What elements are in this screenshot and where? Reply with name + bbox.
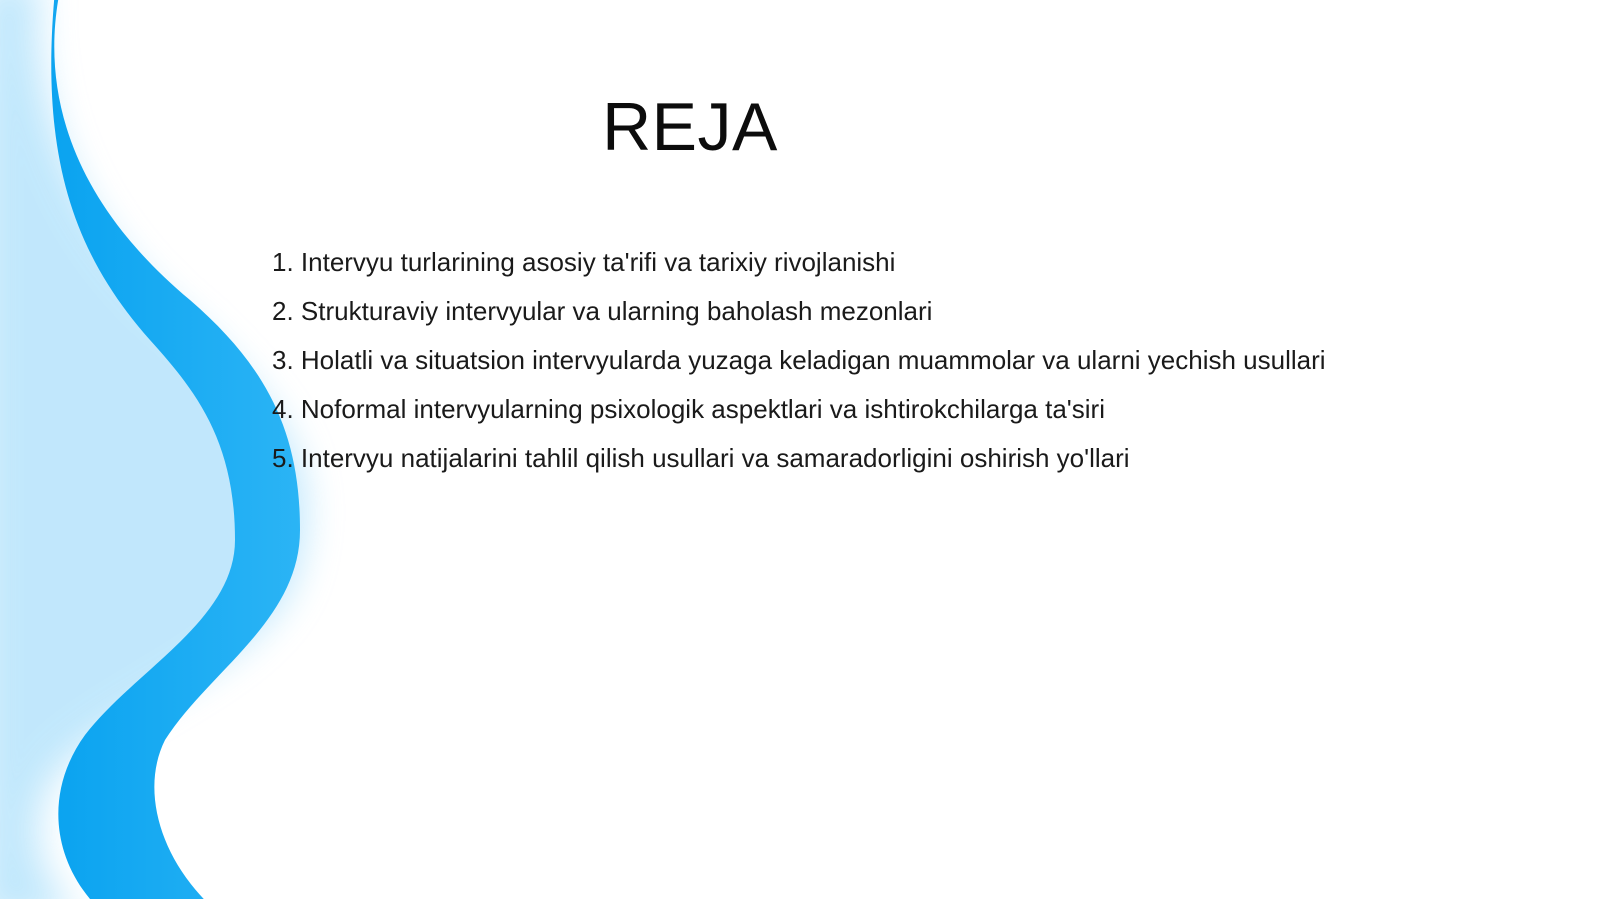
list-item: 3. Holatli va situatsion intervyularda yuzaga keladigan muammolar va ularni yechish usullari bbox=[272, 345, 1326, 375]
list-item: 2. Strukturaviy intervyular va ularning baholash mezonlari bbox=[272, 296, 933, 326]
plan-list bbox=[272, 238, 1522, 483]
slide-title: REJA bbox=[602, 89, 778, 165]
list-item: 5. Intervyu natijalarini tahlil qilish usullari va samaradorligini oshirish yo'llari bbox=[272, 443, 1130, 473]
list-item: 1. Intervyu turlarining asosiy ta'rifi va tarixiy rivojlanishi bbox=[272, 247, 896, 277]
list-item: 4. Noformal intervyularning psixologik aspektlari va ishtirokchilarga ta'siri bbox=[272, 394, 1105, 424]
